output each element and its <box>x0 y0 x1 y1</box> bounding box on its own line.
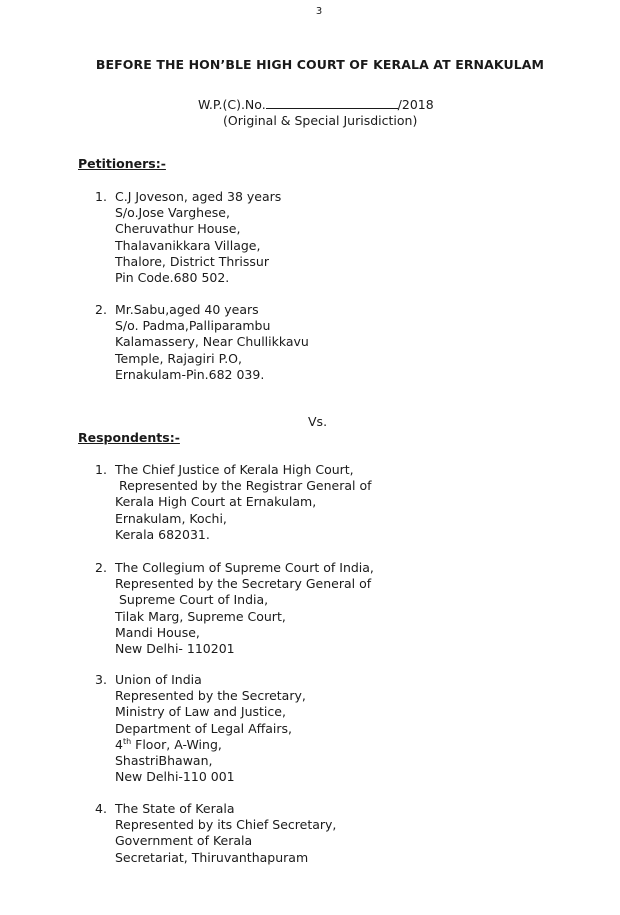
entry-address <box>115 189 281 286</box>
entry-line: Ernakulam, Kochi, <box>115 510 227 526</box>
entry-line: The Chief Justice of Kerala High Court, <box>115 462 354 477</box>
entry-address <box>115 801 336 866</box>
entry-line: Secretariat, Thiruvanthapuram <box>115 849 309 865</box>
entry-line: The State of Kerala <box>115 801 235 816</box>
entry-number: 2. <box>95 302 107 317</box>
entry-number: 1. <box>95 189 107 204</box>
entry-line: The Collegium of Supreme Court of India, <box>115 560 374 575</box>
entry-address <box>115 672 306 785</box>
jurisdiction-line: (Original & Special Jurisdiction) <box>223 113 418 128</box>
entry-number: 4. <box>95 801 107 816</box>
entry-line: Ernakulam-Pin.682 039. <box>115 366 265 382</box>
entry-number: 2. <box>95 560 107 575</box>
entry-line: S/o.Jose Varghese, <box>115 205 230 221</box>
entry-line: Thalore, District Thrissur <box>115 253 269 269</box>
entry-line: Pin Code.680 502. <box>115 270 230 286</box>
entry-line: Represented by the Secretary, <box>115 688 306 704</box>
entry-number: 1. <box>95 462 107 477</box>
entry-line: Kerala 682031. <box>115 526 210 542</box>
floor-number: 4th Floor, A-Wing, <box>115 736 222 752</box>
entry-line: Tilak Marg, Supreme Court, <box>115 608 286 624</box>
entry-line: ShastriBhawan, <box>115 753 213 769</box>
ordinal-suffix: th <box>122 736 132 746</box>
entry-line: Mr.Sabu,aged 40 years <box>115 302 259 317</box>
entry-address <box>115 462 372 543</box>
entry-line: Cheruvathur House, <box>115 221 241 237</box>
entry-number: 3. <box>95 672 107 687</box>
entry-line: S/o. Padma,Palliparambu <box>115 318 271 334</box>
case-number-suffix: /2018 <box>397 97 434 112</box>
entry-line: Kerala High Court at Ernakulam, <box>115 494 317 510</box>
versus-label: Vs. <box>308 414 328 429</box>
entry-line: C.J Joveson, aged 38 years <box>115 189 282 204</box>
entry-line: Thalavanikkara Village, <box>115 237 261 253</box>
entry-address <box>115 302 309 383</box>
entry-line: Mandi House, <box>115 624 200 640</box>
entry-line: Represented by its Chief Secretary, <box>115 817 337 833</box>
entry-line: Temple, Rajagiri P.O, <box>115 350 242 366</box>
entry-line: Union of India <box>115 672 202 687</box>
entry-line: Supreme Court of India, <box>115 592 269 608</box>
entry-address <box>115 560 374 657</box>
entry-line: Government of Kerala <box>115 833 253 849</box>
entry-line: New Delhi- 110201 <box>115 641 235 657</box>
case-number-prefix: W.P.(C).No. <box>198 97 266 112</box>
petitioners-heading: Petitioners:- <box>78 156 166 171</box>
page-number: 3 <box>315 6 323 17</box>
entry-line: Represented by the Registrar General of <box>115 478 372 494</box>
case-number-blank <box>266 97 398 109</box>
entry-line: Ministry of Law and Justice, <box>115 704 286 720</box>
entry-line: Department of Legal Affairs, <box>115 720 293 736</box>
respondents-heading: Respondents:- <box>78 430 180 445</box>
entry-line: Represented by the Secretary General of <box>115 576 372 592</box>
case-number-line <box>198 97 434 112</box>
court-title: BEFORE THE HON’BLE HIGH COURT OF KERALA AT ERNAKULAM <box>95 57 545 72</box>
entry-line floor-line <box>115 737 306 753</box>
entry-line: Kalamassery, Near Chullikkavu <box>115 334 309 350</box>
entry-line: New Delhi-110 001 <box>115 769 235 785</box>
